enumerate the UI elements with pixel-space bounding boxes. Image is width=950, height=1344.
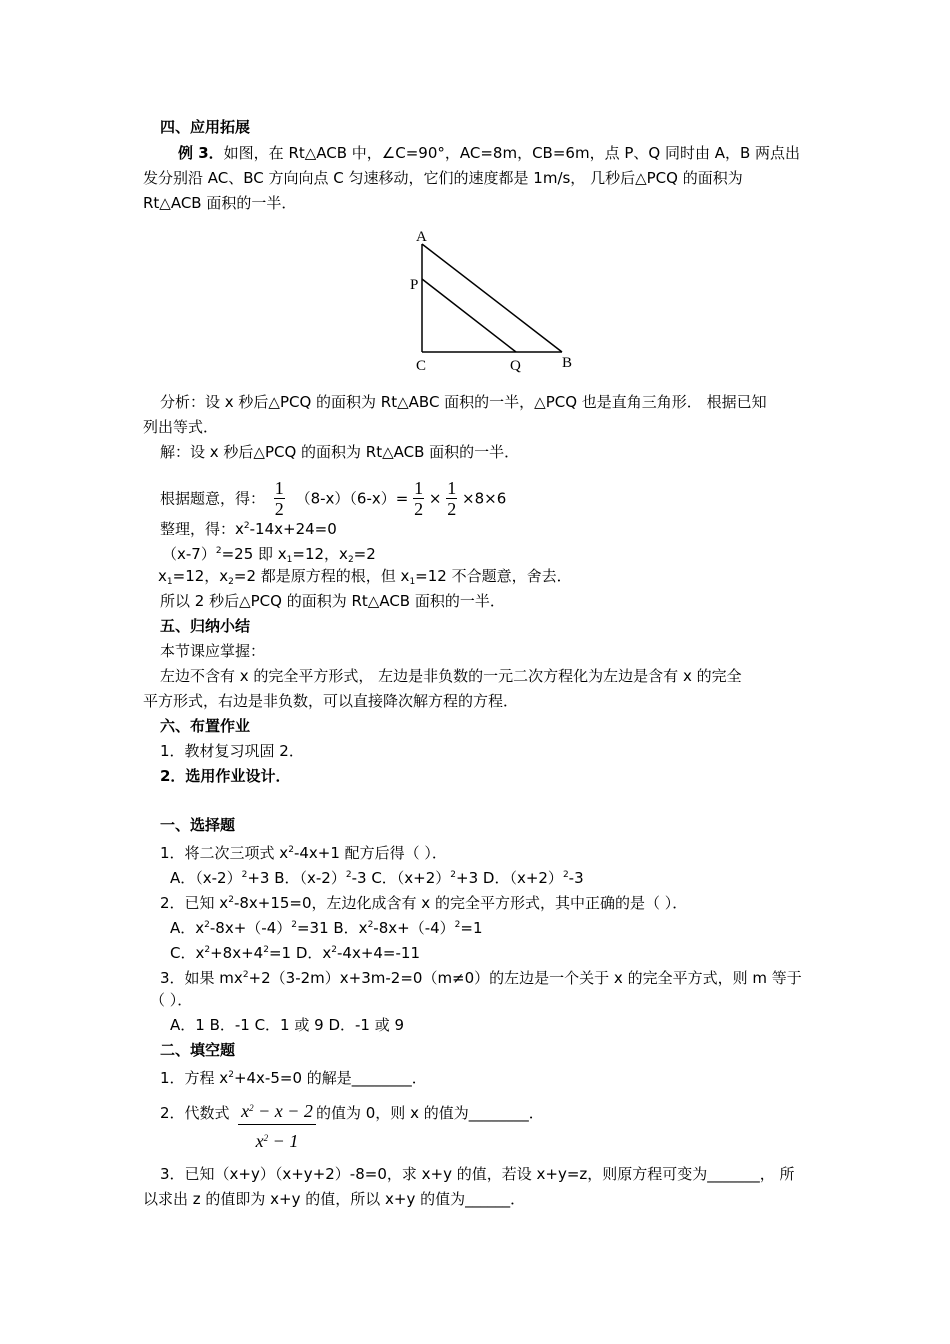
fraction-half: $\frac{1}{2}$ bbox=[414, 478, 424, 519]
fill-question-3-line-2: 以求出 z 的值即为 x+y 的值，所以 x+y 的值为______． bbox=[143, 1190, 526, 1208]
multiple-choice-title: 一、选择题 bbox=[160, 816, 236, 834]
fraction-numerator: $x^2 - x - 2$ bbox=[238, 1097, 316, 1125]
example-3-line-2: 发分别沿 AC、BC 方向向点 C 匀速移动，它们的速度都是 1m/s， 几秒后△PCQ 的面积为 bbox=[143, 169, 743, 187]
triangle-figure bbox=[400, 222, 590, 382]
summary-line-3: 平方形式，右边是非负数，可以直接降次解方程的方程． bbox=[143, 692, 519, 710]
hypotenuse-ab bbox=[422, 244, 562, 352]
fill-blank-title: 二、填空题 bbox=[160, 1041, 236, 1059]
fill-question-3-line-1: 3．已知（x+y）（x+y+2）-8=0，求 x+y 的值，若设 x+y=z，则原方程可变为_______， 所 bbox=[160, 1165, 795, 1183]
mc-question-2: 2．已知 $x^2-8x+15=0$，左边化成含有 x 的完全平方形式，其中正确的是（ ）． bbox=[160, 894, 688, 912]
fill-question-2-prefix: 2．代数式 bbox=[160, 1104, 230, 1122]
section-6-title: 六、布置作业 bbox=[160, 717, 251, 735]
rational-expression-fraction bbox=[238, 1097, 316, 1154]
section-5-title: 五、归纳小结 bbox=[160, 617, 251, 635]
equation-prefix: 根据题意，得： bbox=[160, 489, 266, 508]
solution-line-1: 解：设 x 秒后△PCQ 的面积为 Rt△ACB 面积的一半． bbox=[160, 443, 520, 461]
mc-question-2-options-cd: C．$x^2+8x+4^2=1$ D．$x^2-4x+4=-11$ bbox=[170, 944, 420, 962]
analysis-line-2: 列出等式． bbox=[143, 418, 219, 436]
mc-question-3-paren: （ ）． bbox=[150, 991, 193, 1009]
summary-line-2: 左边不含有 x 的完全平方形式， 左边是非负数的一元二次方程化为左边是含有 x 的完全 bbox=[160, 667, 742, 685]
homework-item-1: 1．教材复习巩固 2． bbox=[160, 742, 304, 760]
solution-line-4: $(x-7)^2=25$ 即 $x_1=12$，$x_2=2$ bbox=[162, 545, 376, 565]
example-3-label: 例 3． bbox=[178, 144, 224, 162]
homework-item-2: 2．选用作业设计． bbox=[160, 767, 291, 785]
vertex-b-label: B bbox=[562, 355, 573, 371]
multiply-sign: × bbox=[428, 489, 442, 508]
mc-question-1-options: A．$(x-2)^2+3$ B．$(x-2)^2-3$ C．$(x+2)^2+3$ D．$(x+2)^2-3$ bbox=[170, 869, 584, 887]
mc-question-3-options: A．1 B．-1 C．1 或 9 D．-1 或 9 bbox=[170, 1016, 405, 1034]
example-3-text: 如图，在 Rt△ACB 中，∠C=90°，AC=8m，CB=6m，点 P、Q 同时由 A，B 两点出 bbox=[223, 144, 801, 162]
segment-pq bbox=[422, 279, 516, 352]
section-4-title: 四、应用拓展 bbox=[160, 118, 251, 136]
solution-line-5: $x_1=12$，$x_2=2$ 都是原方程的根，但 $x_1=12$ 不合题意，舍去． bbox=[158, 567, 572, 587]
mc-question-1: 1．将二次三项式 $x^2-4x+1$ 配方后得（ ）． bbox=[160, 844, 447, 862]
vertex-a-label: A bbox=[416, 229, 427, 245]
fraction-half: $\frac{1}{2}$ bbox=[274, 478, 284, 519]
fill-question-2-suffix: 的值为 0，则 x 的值为________． bbox=[316, 1104, 544, 1122]
fraction-half: $\frac{1}{2}$ bbox=[447, 478, 457, 519]
solution-line-3: 整理，得：$x^2-14x+24=0$ bbox=[160, 520, 337, 538]
point-p-label: P bbox=[410, 277, 419, 293]
solution-line-6: 所以 2 秒后△PCQ 的面积为 Rt△ACB 面积的一半． bbox=[160, 592, 505, 610]
summary-line-1: 本节课应掌握： bbox=[160, 642, 266, 660]
example-3-line-3: Rt△ACB 面积的一半． bbox=[143, 194, 297, 212]
vertex-c-label: C bbox=[416, 358, 427, 374]
fraction-denominator: $x^2 - 1$ bbox=[255, 1131, 299, 1151]
solution-equation bbox=[160, 478, 506, 519]
mc-question-3: 3．如果 $mx^2+2(3-2m)x+3m-2=0(m\ne 0)$的左边是一个关于 x 的完全平方式，则 m 等于 bbox=[160, 969, 802, 987]
mc-question-2-options-ab: A．$x^2-8x+(-4)^2=31$ B．$x^2-8x+(-4)^2=1$ bbox=[170, 919, 483, 937]
point-q-label: Q bbox=[510, 358, 521, 374]
analysis-line-1: 分析：设 x 秒后△PCQ 的面积为 Rt△ABC 面积的一半，△PCQ 也是直角三角形． 根据已知 bbox=[160, 393, 767, 411]
equation-suffix: ×8×6 bbox=[462, 489, 507, 508]
equation-middle: （8-x）（6-x）= bbox=[295, 489, 409, 508]
fill-question-1: 1．方程 $x^2+4x-5=0$ 的解是________． bbox=[160, 1069, 427, 1087]
example-3-line-1 bbox=[178, 143, 800, 163]
